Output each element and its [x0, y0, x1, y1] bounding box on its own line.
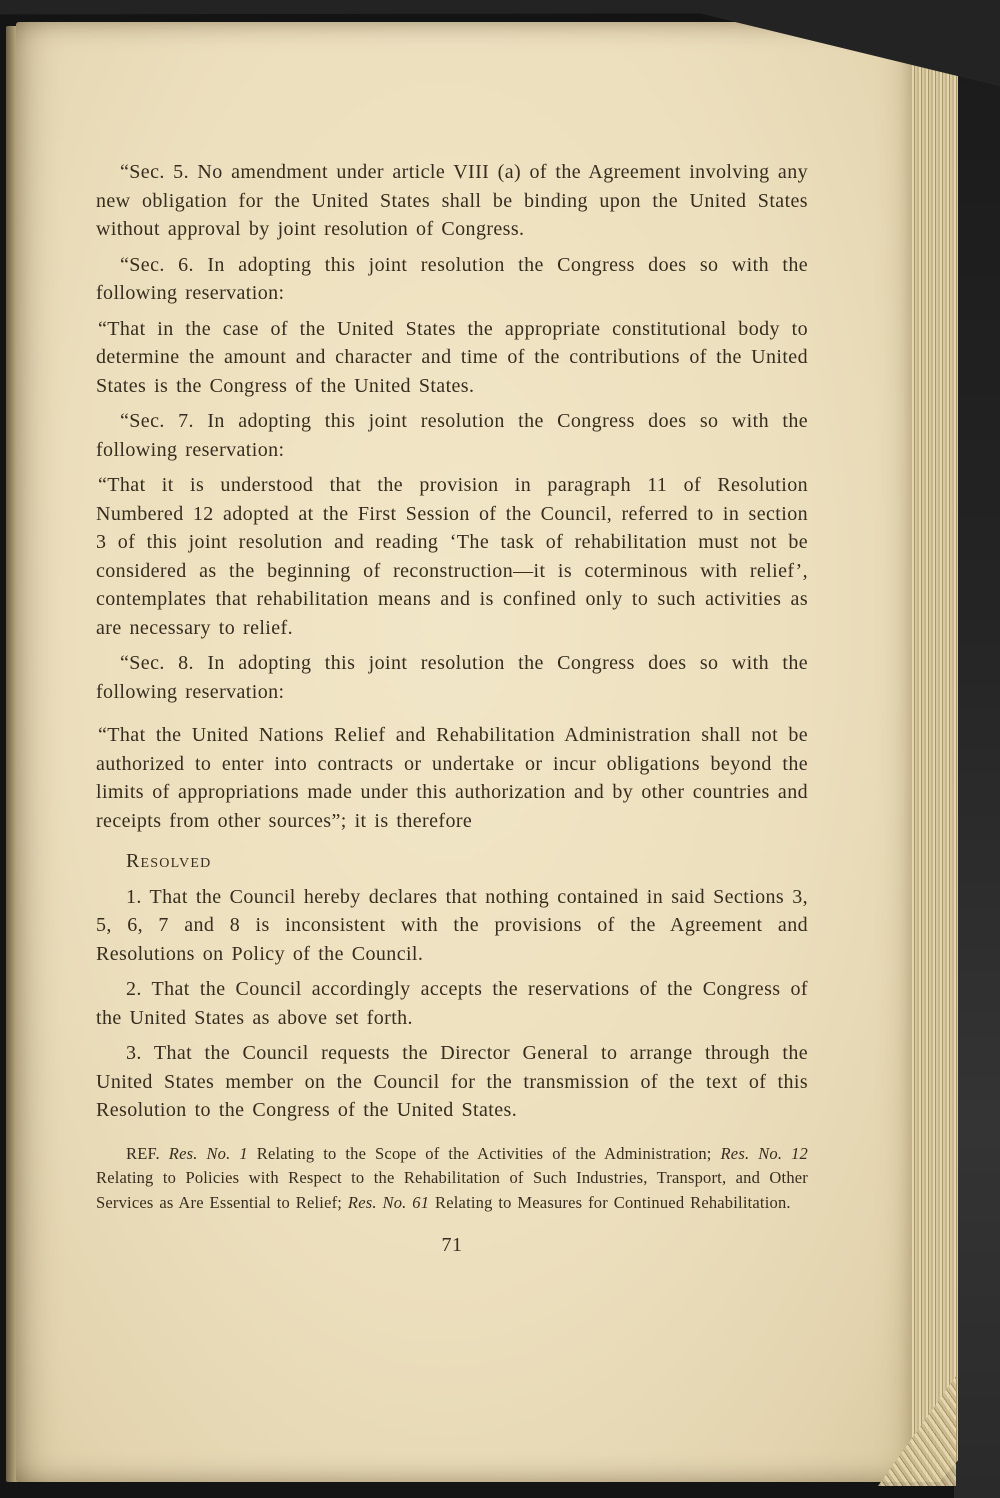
paragraphs — [96, 158, 808, 1215]
text: Relating to the Scope of the Activities of the Administration; — [247, 1143, 721, 1163]
paragraph-sec — [96, 649, 808, 706]
paragraph-sec — [96, 407, 808, 464]
book-page — [16, 22, 912, 1482]
scan-right-gutter — [954, 0, 1000, 1498]
paragraph-sec — [96, 251, 808, 308]
text: “Sec. 5. No amendment under article VIII (a) of the Agreement involving any new obligation for the United States shall be binding upon the United States without approval by joint resolution of Congress. — [96, 161, 808, 240]
italic-text: Res. No. 1 — [168, 1143, 248, 1163]
text: 3. That the Council requests the Director General to arrange through the United States member on the Council for the transmission of the text of this Resolution to the Congress of the United States. — [96, 1042, 808, 1121]
text: “That the United Nations Relief and Rehabilitation Administration shall not be authorized to enter into contracts or undertake or incur obligations beyond the limits of appropriations made under this authorization and by other countries and receipts from other sources”; it is therefore — [96, 724, 808, 832]
paragraph-that — [96, 471, 808, 642]
paragraph-that — [96, 315, 808, 401]
paragraph-item — [96, 975, 808, 1032]
text: “Sec. 7. In adopting this joint resolution the Congress does so with the following reservation: — [96, 410, 808, 461]
text: 1. That the Council hereby declares that nothing contained in said Sections 3, 5, 6, 7 and 8 is inconsistent with the provisions of the Agreement and Resolutions on Policy of the Council. — [96, 885, 808, 965]
text: REF. — [126, 1143, 169, 1163]
paragraph-resolved — [126, 847, 808, 876]
text: Relating to Policies with Respect to the Rehabilitation of Such Industries, Transport, and Other Services as Are Essential to Relief; — [96, 1168, 808, 1212]
page-text — [96, 158, 808, 1260]
text: Relating to Measures for Continued Rehabilitation. — [429, 1192, 791, 1212]
italic-text: Res. No. 61 — [347, 1192, 430, 1212]
text: Resolved — [126, 850, 212, 872]
text: “Sec. 6. In adopting this joint resolution the Congress does so with the following reservation: — [96, 253, 808, 304]
italic-text: Res. No. 12 — [720, 1143, 808, 1163]
text: “Sec. 8. In adopting this joint resolution the Congress does so with the following reservation: — [96, 652, 808, 703]
paragraph-item — [96, 883, 808, 969]
paragraph-ref — [96, 1142, 808, 1216]
page-number: 71 — [441, 1234, 463, 1256]
text: 2. That the Council accordingly accepts the reservations of the Congress of the United States as above set forth. — [96, 978, 808, 1029]
text: “That in the case of the United States the appropriate constitutional body to determine the amount and character and time of the contributions of the United States is the Congress of the United States. — [96, 317, 808, 397]
paragraph-that-spaced — [96, 721, 808, 835]
paragraph-sec — [96, 158, 808, 244]
paragraph-item — [96, 1039, 808, 1125]
text: “That it is understood that the provision in paragraph 11 of Resolution Numbered 12 adopted at the First Session of the Council, referred to in section 3 of this joint resolution and reading ‘The task of rehabilitation must not be considered as the beginning of reconstruction—it is coterminous with relief’, contemplates that rehabilitation means and is confined only to such activities as are necessary to relief. — [96, 474, 808, 639]
